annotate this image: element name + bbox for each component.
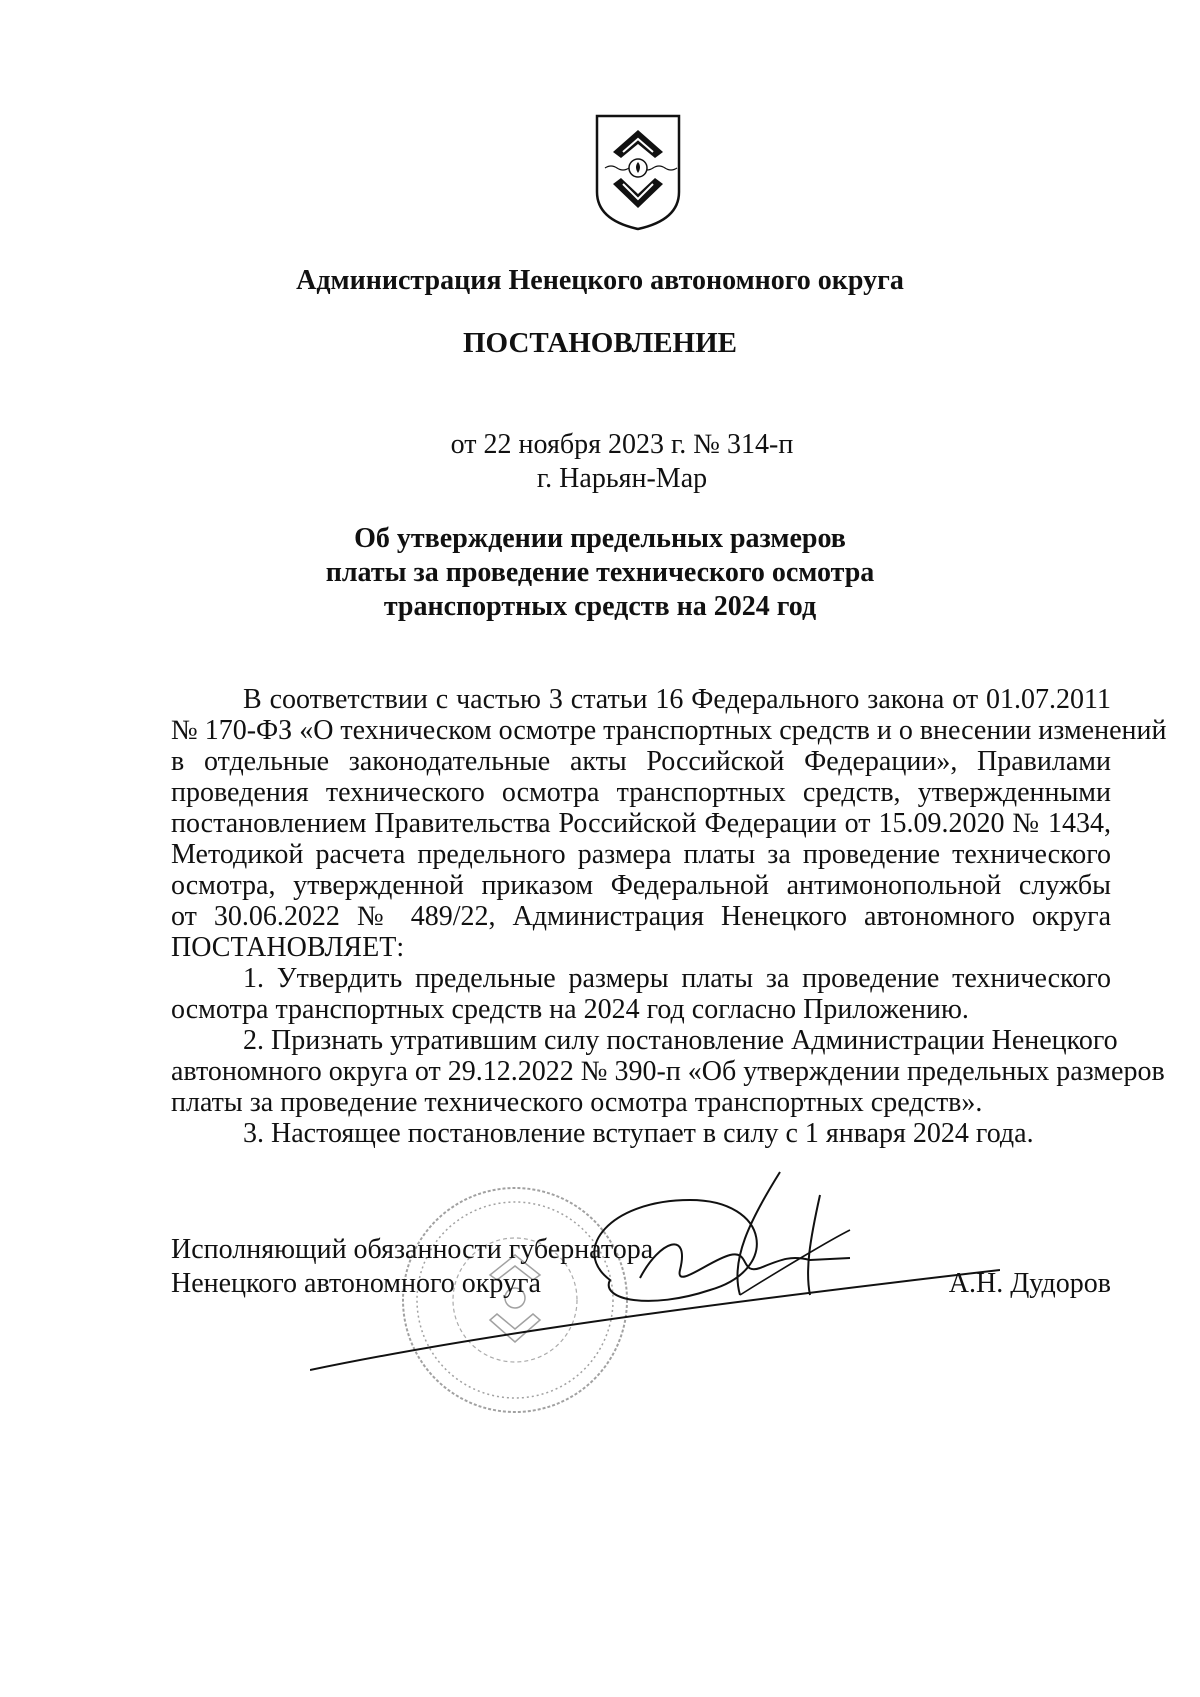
signature-block	[171, 1233, 1111, 1301]
body-line: № 170-ФЗ «О техническом осмотре транспортных средств и о внесении изменений	[171, 715, 1167, 746]
body-line: платы за проведение технического осмотра транспортных средств».	[171, 1087, 983, 1118]
subject-line: платы за проведение технического осмотра	[325, 557, 875, 588]
subject-line: Об утверждении предельных размеров	[354, 523, 846, 554]
body-line: В соответствии с частью 3 статьи 16 Федерального закона от 01.07.2011	[243, 684, 1111, 715]
document-type: ПОСТАНОВЛЕНИЕ	[462, 327, 737, 359]
body-line: осмотра, утвержденной приказом Федеральной антимонопольной службы	[171, 870, 1111, 901]
body-line: от 30.06.2022 № 489/22, Администрация Ненецкого автономного округа	[171, 901, 1111, 932]
subject-line: транспортных средств на 2024 год	[383, 591, 817, 622]
body-line: Методикой расчета предельного размера платы за проведение технического	[171, 839, 1111, 870]
body-line: осмотра транспортных средств на 2024 год согласно Приложению.	[171, 994, 969, 1025]
body-line: 1. Утвердить предельные размеры платы за проведение технического	[243, 963, 1111, 994]
body-line: 2. Признать утратившим силу постановление Администрации Ненецкого	[243, 1025, 1118, 1056]
body-line: проведения технического осмотра транспортных средств, утвержденными	[171, 777, 1111, 808]
organization-title: Администрация Ненецкого автономного округа	[296, 265, 904, 296]
body-line: 3. Настоящее постановление вступает в силу с 1 января 2024 года.	[243, 1118, 1034, 1149]
coat-of-arms-emblem	[593, 112, 683, 232]
document-body	[171, 683, 1167, 1149]
document-subject	[0, 522, 1200, 624]
signatory-name: А.Н. Дудоров	[948, 1268, 1111, 1299]
document-city: г. Нарьян-Мар	[536, 463, 708, 494]
document-date-number: от 22 ноября 2023 г. № 314-п	[450, 429, 794, 460]
signatory-position-line: Исполняющий обязанности губернатора	[171, 1234, 654, 1265]
body-line: ПОСТАНОВЛЯЕТ:	[171, 932, 405, 963]
signatory-position-line: Ненецкого автономного округа	[171, 1268, 541, 1299]
body-line: автономного округа от 29.12.2022 № 390-п «Об утверждении предельных размеров	[171, 1056, 1165, 1087]
body-line: в отдельные законодательные акты Российской Федерации», Правилами	[171, 746, 1111, 777]
body-line: постановлением Правительства Российской Федерации от 15.09.2020 № 1434,	[171, 808, 1111, 839]
